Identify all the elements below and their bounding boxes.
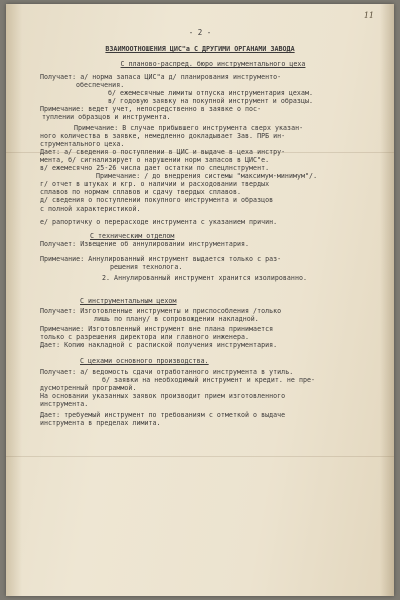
text-line: решения технолога. [110,263,183,272]
text-line: только с разрешения директора или главного инженера. [40,333,250,342]
text-line: с полной характеристикой. [40,204,141,213]
text-line: Примечание: ведет учет, непосредственно в заявке о пос- [40,105,262,114]
pencil-page-number: 11 [363,11,374,20]
text-line: 2. Аннулированный инструмент хранится изолированно. [102,274,308,283]
text-line: инструмента в пределах лимита. [40,418,161,427]
text-line: струментального цеха. [40,139,125,148]
text-line: Дает: а/ сведения о поступлении в ЦИС и выдаче в цеха инстру- [40,147,286,156]
section-heading: С цехами основного производства. [80,357,209,365]
text-line: Примечание: / до внедрения системы "максимум-минимум"/. [96,172,318,181]
text-line: е/ рапортичку о перерасходе инструмента с указанием причин. [40,217,278,226]
text-line: Дает: требуемый инструмент по требованиям с отметкой о выдаче [40,410,286,419]
text-line: б/ ежемесячные лимиты отпуска инструментария цехам. [108,89,314,98]
section-body [40,73,380,226]
section-tool-shop [40,297,380,350]
text-line: ного количества в заявке, немедленно докладывает Зав. ПРБ ин- [40,131,286,140]
text-line: Получает: а/ норма запаса ЦИС"а д/ планирования инструменто- [40,73,282,81]
text-line: На основании указанных заявок производит прием изготовленного [40,392,286,401]
text-line: Получает: Изготовленные инструменты и приспособления /только [40,307,282,316]
document-page [6,4,394,596]
text-line: б/ заявки на необходимый инструмент и кредит. не пре- [102,376,316,385]
section-heading: С техническим отделом [90,232,175,240]
page-fold [6,456,394,457]
text-line: г/ отчет в штуках и кгр. о наличии и расходовании твердых [40,180,270,189]
text-line: Получает: а/ ведомость сдачи отработанного инструмента в утиль. [40,368,294,377]
section-production-shops [40,357,380,427]
text-line: лишь по плану/ в сопровождении накладной. [94,315,259,324]
section-technical-dept [40,232,380,282]
text-line: туплении образцов и инструмента. [42,113,171,122]
text-line: Получает: Извещение об аннулировании инструментария. [40,240,250,249]
section-planning-bureau [46,60,380,68]
text-line: Примечание: В случае прибывшего инструмента сверх указан- [74,123,304,132]
text-line: дусмотренный программой. [40,384,137,393]
text-line: обеспечения. [76,81,125,90]
text-line: Примечание: Изготовленный инструмент вне плана принимается [40,325,274,334]
page-number: - 2 - [188,28,212,37]
section-heading: С инструментальным цехом [80,297,177,305]
text-line: мента, б/ сигнализирует о нарушении норм запасов в ЦИС"е. [40,155,270,164]
text-line: Примечание: Аннулированный инструмент выдается только с раз- [40,255,282,264]
text-line: в/ годовую заявку на покупной инструмент и образцы. [108,97,314,106]
text-line: д/ сведения о поступлении покупного инструмента и образцов [40,196,274,205]
section-heading: С планово-распред. бюро инструментального цеха [120,60,306,68]
text-line: в/ ежемесячно 25-26 числа дает остатки по спецлнструмент. [40,164,270,173]
text-line: Дает: Копию накладной с распиской получения инструментария. [40,341,278,350]
document-title: ВЗАИМООТНОШЕНИЯ ЦИС"а С ДРУГИМИ ОРГАНАМИ ЗАВОДА [105,45,295,53]
text-line: инструмента. [40,400,89,409]
text-line: сплавов по нормам сплавов и сдачу твердых сплавов. [40,188,241,197]
